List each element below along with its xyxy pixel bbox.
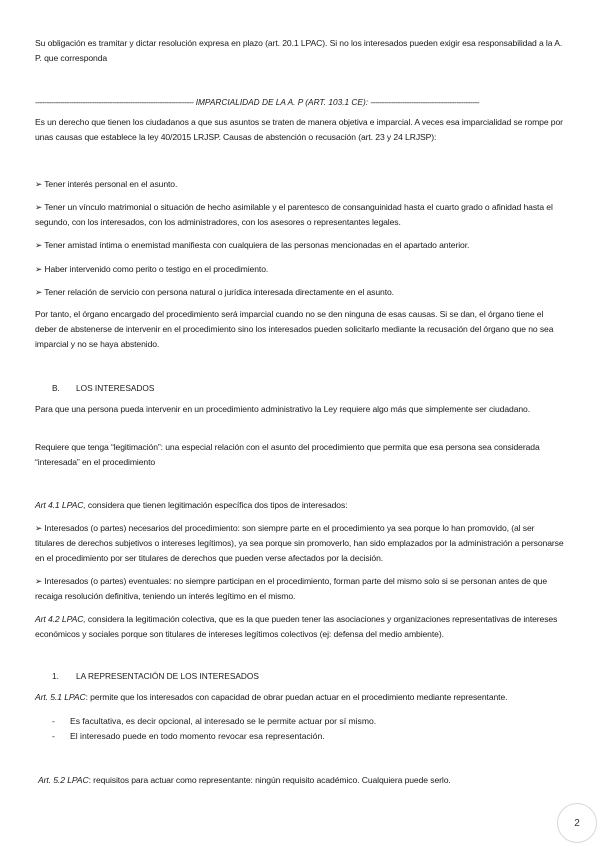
art-4-1-paragraph [35,498,565,513]
impartiality-intro: Es un derecho que tienen los ciudadanos a que sus asuntos se traten de manera objetiva e imparcial. A veces esa imparcialidad se rompe por unas causas que establece la ley 40/2015 LRJSP. Causas de abstención o recusación (art. 23 y 24 LRJSP): [35,117,563,142]
cause-item: ➢ Tener interés personal en el asunto. [35,179,178,189]
section-b-heading [52,382,154,394]
cause-item: ➢ Tener un vínculo matrimonial o situación de hecho asimilable y el parentesco de consanguinidad hasta el cuarto grado o afinidad hasta el segundo, con los interesados, con los administradores, con los asesores o representantes legales. [35,202,553,227]
representation-heading [52,670,259,682]
art-5-1-text: : permite que los interesados con capacidad de obrar puedan actuar en el procedimiento mediante representante. [85,692,508,702]
impartiality-divider [35,96,563,108]
cause-item: ➢ Tener amistad íntima o enemistad manifiesta con cualquiera de las personas mencionadas en el apartado anterior. [35,240,470,250]
art-5-2-reference: Art. 5.2 LPAC [38,775,89,785]
section-b-letter: B. [52,383,60,393]
art-4-1-text: considera que tienen legitimación específica dos tipos de interesados: [85,500,348,510]
page-number: 2 [557,803,597,843]
bullet-marker: - [52,716,55,726]
representation-number: 1. [52,671,59,681]
representation-bullet: Es facultativa, es decir opcional, al interesado se le permite actuar por sí mismo. [70,716,377,726]
art-4-2-paragraph [35,612,565,642]
representation-bullet: El interesado puede en todo momento revocar esa representación. [70,731,325,741]
divider-right: ------------------------------------------------ [370,97,479,107]
art-4-2-text: considera la legitimación colectiva, que es la que pueden tener las asociaciones y organizaciones representativas de intereses económicos y sociales porque son titulares de intereses legítimos colectivos (ej: defensa del medio ambiente). [35,614,558,639]
divider-left: ---------------------------------------------------------------------- [35,97,194,107]
bullet-marker: - [52,731,55,741]
art-5-1-reference: Art. 5.1 LPAC [35,692,86,702]
legitimacion-paragraph: Requiere que tenga “legitimación”: una especial relación con el asunto del procedimiento que permita que esa persona sea considerada “interesada” en el procedimiento [35,442,540,467]
section-b-title: LOS INTERESADOS [76,383,155,393]
art-4-1-reference: Art 4.1 LPAC, [35,500,86,510]
representation-title: LA REPRESENTACIÓN DE LOS INTERESADOS [76,671,259,681]
interesados-eventuales: ➢ Interesados (o partes) eventuales: no siempre participan en el procedimiento, forman parte del mismo solo si se personan antes de que recaiga resolución definitiva, teniendo un interés legítimo en el mismo. [35,576,547,601]
art-4-2-reference: Art 4.2 LPAC, [35,614,86,624]
cause-item: ➢ Haber intervenido como perito o testigo en el procedimiento. [35,264,269,274]
impartiality-conclusion: Por tanto, el órgano encargado del procedimiento será imparcial cuando no se den ninguna de esas causas. Si se dan, el órgano tiene el deber de abstenerse de intervenir en el procedimiento sino los interesados pueden solicitarlo mediante la recusación del órgano que no sea imparcial y no se haya abstenido. [35,309,554,349]
intro-paragraph: Su obligación es tramitar y dictar resolución expresa en plazo (art. 20.1 LPAC). Si no los interesados pueden exigir esa responsabilidad a la A. P. que corresponda [35,38,563,63]
impartiality-heading: IMPARCIALIDAD DE LA A. P (ART. 103.1 CE): [195,97,369,107]
art-5-1-paragraph [35,690,565,705]
cause-item: ➢ Tener relación de servicio con persona natural o jurídica interesada directamente en el asunto. [35,287,394,297]
interesados-necesarios: ➢ Interesados (o partes) necesarios del procedimiento: son siempre parte en el procedimiento ya sea porque lo han promovido, (al ser titulares de derechos subjetivos o intereses legítimos), ya sea porque sin promoverlo, han sido emplazados por la administración a personarse en el procedimiento por ser titulares de derechos que pueden verse afectados por la decisión. [35,523,564,563]
art-5-2-text: : requisitos para actuar como representante: ningún requisito académico. Cualquiera puede serlo. [88,775,451,785]
interesados-paragraph: Para que una persona pueda intervenir en un procedimiento administrativo la Ley requiere algo más que simplemente ser ciudadano. [35,404,531,414]
art-5-2-paragraph [38,773,568,788]
